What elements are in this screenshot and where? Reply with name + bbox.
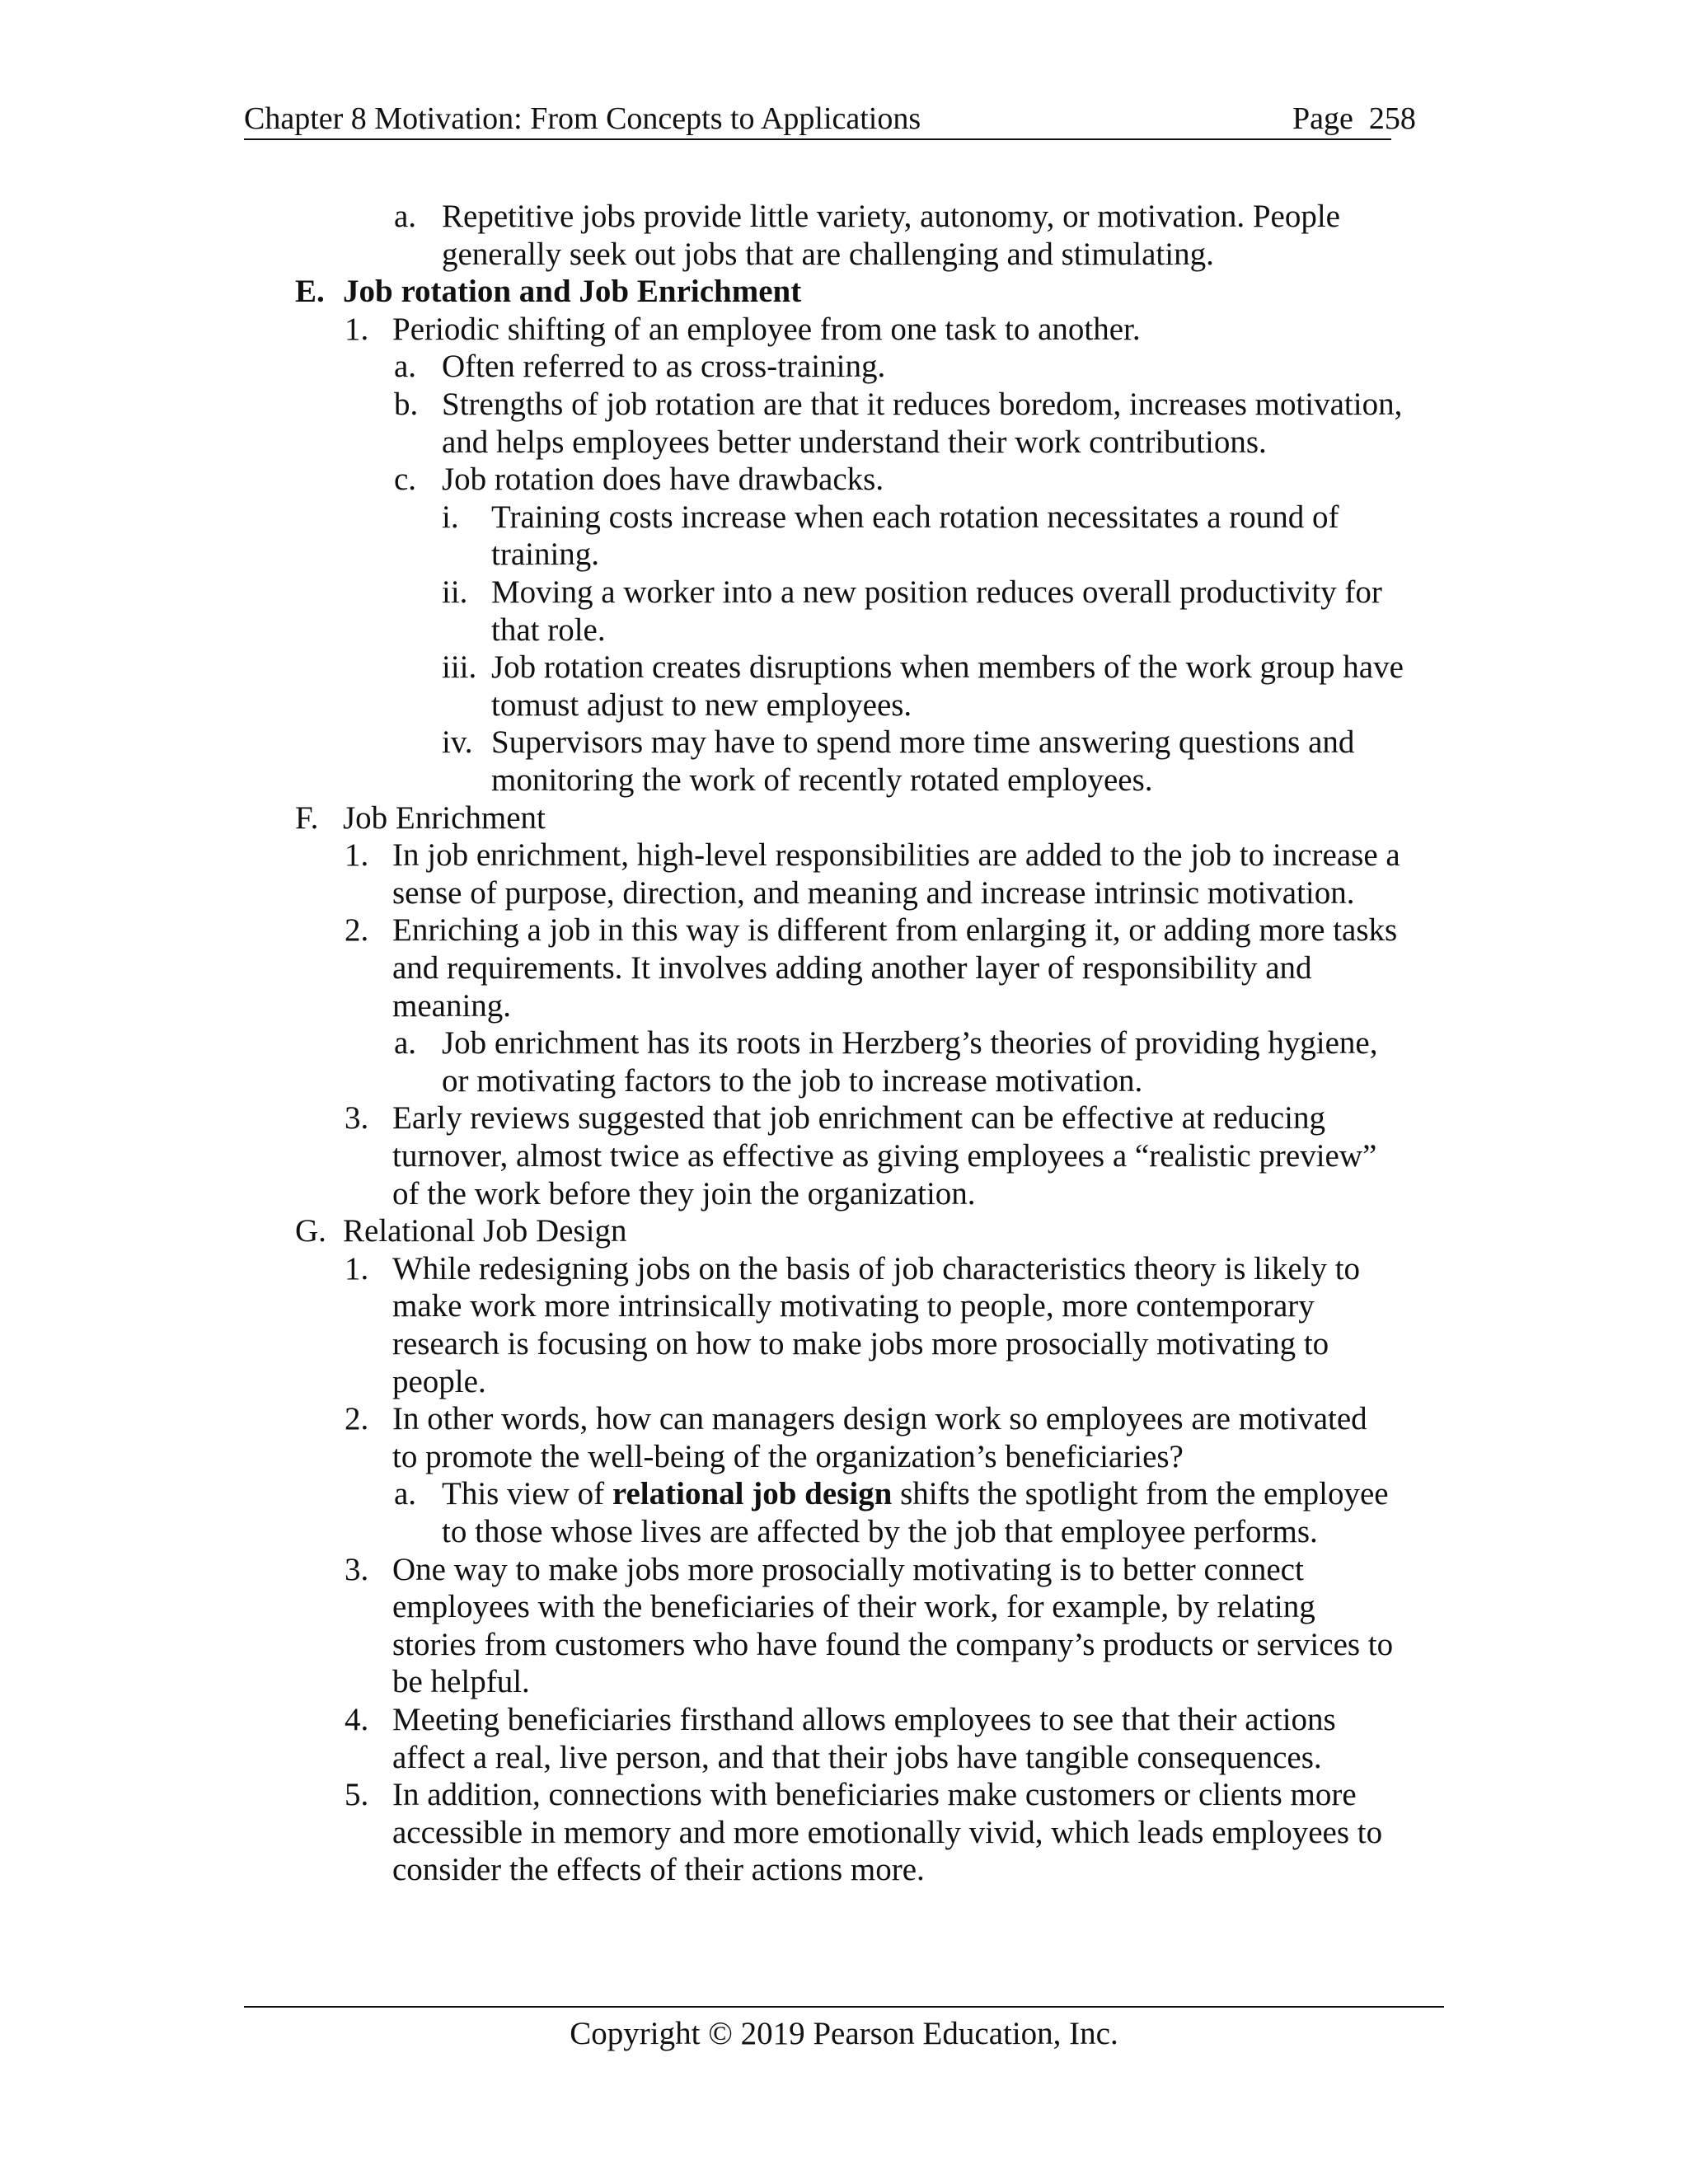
page-number-label: Page 258 (1292, 101, 1416, 136)
header-divider (244, 138, 1391, 140)
copyright-notice: Copyright © 2019 Pearson Education, Inc. (570, 2016, 1118, 2051)
list-marker: 2. (345, 912, 369, 949)
outline-line: Job rotation creates disruptions when members of the work group have (491, 649, 1404, 686)
outline-line: be helpful. (392, 1664, 530, 1700)
list-marker: iii. (442, 649, 477, 686)
page-header (244, 96, 1416, 142)
outline-line: to those whose lives are affected by the job that employee performs. (442, 1514, 1318, 1549)
list-marker: 4. (345, 1702, 369, 1737)
list-marker: c. (394, 462, 417, 498)
list-marker: b. (394, 387, 419, 422)
list-marker: iv. (442, 724, 473, 761)
outline-line: and requirements. It involves adding another layer of responsibility and (392, 950, 1312, 986)
outline-line: that role. (491, 612, 606, 648)
outline-line: One way to make jobs more prosocially motivating is to better connect (392, 1551, 1304, 1587)
outline-line: In other words, how can managers design work so employees are motivated (392, 1401, 1367, 1437)
outline-line: of the work before they join the organization. (392, 1175, 976, 1212)
outline-line: monitoring the work of recently rotated employees. (491, 762, 1153, 798)
outline-line: Repetitive jobs provide little variety, autonomy, or motivation. People (442, 199, 1340, 234)
outline-line: Training costs increase when each rotation necessitates a round of (491, 499, 1339, 535)
outline-line: sense of purpose, direction, and meaning and increase intrinsic motivation. (392, 874, 1355, 911)
outline-line: or motivating factors to the job to increase motivation. (442, 1062, 1143, 1099)
outline-line: research is focusing on how to make jobs more prosocially motivating to (392, 1326, 1329, 1361)
outline-line: Periodic shifting of an employee from one task to another. (392, 311, 1141, 347)
outline-line: Supervisors may have to spend more time answering questions and (491, 724, 1355, 761)
outline-line: In addition, connections with beneficiaries make customers or clients more (392, 1777, 1357, 1813)
outline-line: to promote the well-being of the organization’s beneficiaries? (392, 1438, 1184, 1474)
outline-line: Job Enrichment (343, 799, 546, 836)
outline-line: Enriching a job in this way is different from enlarging it, or adding more tasks (392, 912, 1398, 949)
list-marker: E. (295, 274, 325, 310)
list-marker: a. (394, 349, 417, 385)
outline-line: Moving a worker into a new position reduces overall productivity for (491, 574, 1382, 610)
outline-line: This view of relational job design shifts the spotlight from the employee (442, 1476, 1389, 1512)
outline-line: While redesigning jobs on the basis of job characteristics theory is likely to (392, 1250, 1361, 1286)
outline-line: training. (491, 537, 600, 573)
outline-line: stories from customers who have found the company’s products or services to (392, 1626, 1394, 1662)
list-marker: 3. (345, 1551, 369, 1587)
outline-line: Often referred to as cross-training. (442, 349, 886, 385)
outline-line: Meeting beneficiaries firsthand allows employees to see that their actions (392, 1702, 1336, 1737)
outline-line: accessible in memory and more emotionally vivid, which leads employees to (392, 1814, 1383, 1850)
key-term: relational job design (612, 1476, 893, 1512)
outline-line: In job enrichment, high-level responsibilities are added to the job to increase a (392, 837, 1400, 874)
outline-line: Early reviews suggested that job enrichment can be effective at reducing (392, 1100, 1325, 1137)
outline-line: Strengths of job rotation are that it reduces boredom, increases motivation, (442, 387, 1403, 422)
outline-line: consider the effects of their actions more. (392, 1852, 925, 1888)
outline-line: people. (392, 1363, 486, 1399)
list-marker: a. (394, 1476, 417, 1512)
list-marker: 3. (345, 1100, 369, 1137)
list-marker: 2. (345, 1401, 369, 1437)
list-marker: 5. (345, 1777, 369, 1813)
outline-line: generally seek out jobs that are challenging and stimulating. (442, 236, 1214, 272)
outline-line: Relational Job Design (343, 1213, 627, 1249)
list-marker: 1. (345, 1250, 369, 1286)
outline-line: tomust adjust to new employees. (491, 687, 912, 723)
page-number: 258 (1368, 101, 1416, 136)
outline-line: Job rotation does have drawbacks. (442, 462, 884, 498)
outline-line: Job rotation and Job Enrichment (343, 274, 802, 310)
chapter-title: Chapter 8 Motivation: From Concepts to Applications (244, 101, 921, 136)
list-marker: F. (295, 799, 319, 836)
list-marker: i. (442, 499, 459, 535)
footer-divider (244, 2006, 1444, 2008)
list-marker: a. (394, 199, 417, 234)
outline-line: make work more intrinsically motivating to people, more contemporary (392, 1288, 1315, 1324)
outline-line: turnover, almost twice as effective as giving employees a “realistic preview” (392, 1138, 1377, 1174)
list-marker: 1. (345, 837, 369, 874)
outline-line: Job enrichment has its roots in Herzberg’s theories of providing hygiene, (442, 1025, 1378, 1062)
list-marker: ii. (442, 574, 468, 610)
outline-line: and helps employees better understand their work contributions. (442, 424, 1267, 460)
list-marker: 1. (345, 311, 369, 347)
list-marker: a. (394, 1025, 417, 1062)
outline-line: affect a real, live person, and that their jobs have tangible consequences. (392, 1739, 1322, 1775)
outline-line: meaning. (392, 987, 512, 1024)
outline-line: employees with the beneficiaries of their work, for example, by relating (392, 1589, 1315, 1625)
list-marker: G. (295, 1213, 326, 1249)
